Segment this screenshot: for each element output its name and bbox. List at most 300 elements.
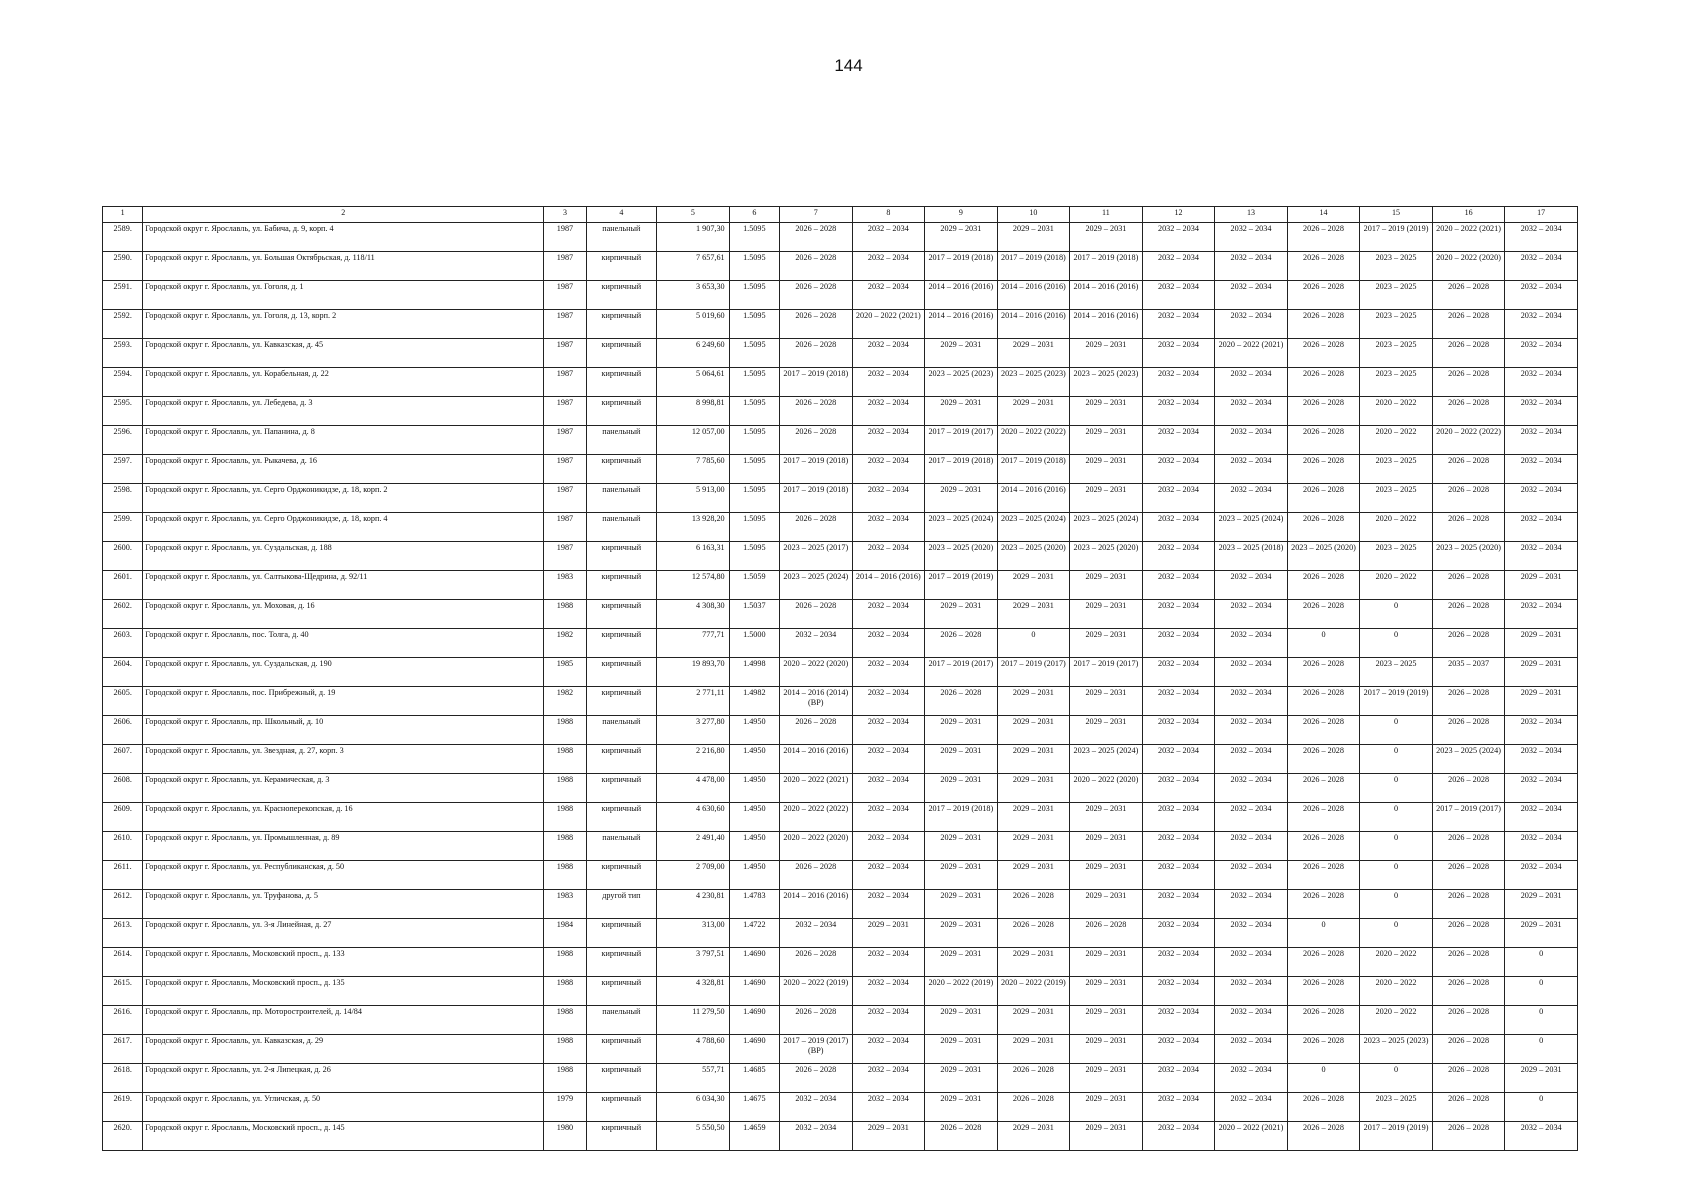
table-cell: 2017 – 2019 (2017) (ВР)	[780, 1035, 853, 1064]
table-cell: 2618.	[103, 1064, 143, 1093]
table-cell: 2612.	[103, 890, 143, 919]
table-cell: 2032 – 2034	[852, 542, 925, 571]
column-number-header: 17	[1505, 207, 1578, 223]
table-cell: 2023 – 2025	[1360, 542, 1433, 571]
table-cell: 1982	[544, 687, 586, 716]
column-number-header: 2	[143, 207, 544, 223]
table-cell: 4 230,81	[657, 890, 730, 919]
table-cell: 2032 – 2034	[852, 455, 925, 484]
table-cell: 2619.	[103, 1093, 143, 1122]
table-cell: 2026 – 2028	[1287, 977, 1360, 1006]
page-number: 144	[834, 56, 863, 75]
table-cell: 1.4950	[729, 745, 779, 774]
table-cell: кирпичный	[586, 803, 657, 832]
table-cell: 2032 – 2034	[780, 1093, 853, 1122]
table-cell: кирпичный	[586, 948, 657, 977]
table-cell: 2029 – 2031	[925, 861, 998, 890]
table-cell: Городской округ г. Ярославль, ул. Бабича, д. 9, корп. 4	[143, 223, 544, 252]
table-cell: 2020 – 2022 (2019)	[997, 977, 1070, 1006]
table-cell: 0	[1360, 803, 1433, 832]
table-cell: 2029 – 2031	[1070, 948, 1143, 977]
table-cell: 2029 – 2031	[1070, 1035, 1143, 1064]
table-cell: 1988	[544, 1064, 586, 1093]
table-cell: 2017 – 2019 (2018)	[925, 455, 998, 484]
table-cell: 2029 – 2031	[925, 1006, 998, 1035]
table-cell: 2029 – 2031	[925, 716, 998, 745]
table-cell: 2017 – 2019 (2018)	[780, 484, 853, 513]
table-cell: 2032 – 2034	[1142, 455, 1215, 484]
table-cell: 1.5037	[729, 600, 779, 629]
table-cell: 2589.	[103, 223, 143, 252]
table-cell: 2023 – 2025 (2024)	[1070, 745, 1143, 774]
table-cell: 2026 – 2028	[1287, 426, 1360, 455]
table-cell: кирпичный	[586, 368, 657, 397]
table-cell: 2026 – 2028	[1432, 687, 1505, 716]
table-row	[103, 1064, 1578, 1093]
table-cell: Городской округ г. Ярославль, пр. Школьный, д. 10	[143, 716, 544, 745]
table-cell: 2032 – 2034	[1505, 455, 1578, 484]
table-cell: 2026 – 2028	[1432, 890, 1505, 919]
table-cell: 2032 – 2034	[1142, 658, 1215, 687]
table-cell: 2026 – 2028	[1432, 513, 1505, 542]
table-cell: 1987	[544, 252, 586, 281]
table-cell: 2026 – 2028	[1287, 571, 1360, 600]
table-cell: 2032 – 2034	[1505, 513, 1578, 542]
column-number-header: 3	[544, 207, 586, 223]
table-cell: 2029 – 2031	[1070, 426, 1143, 455]
table-cell: 2029 – 2031	[925, 397, 998, 426]
table-cell: 2029 – 2031	[997, 745, 1070, 774]
table-cell: 5 064,61	[657, 368, 730, 397]
table-cell: 2014 – 2016 (2016)	[925, 281, 998, 310]
table-cell: 2023 – 2025 (2024)	[780, 571, 853, 600]
table-cell: 1.4690	[729, 1035, 779, 1064]
table-cell: 1987	[544, 513, 586, 542]
column-number-header: 13	[1215, 207, 1288, 223]
table-cell: 2032 – 2034	[780, 1122, 853, 1151]
table-cell: 2026 – 2028	[1287, 1122, 1360, 1151]
table-cell: Городской округ г. Ярославль, ул. Красноперекопская, д. 16	[143, 803, 544, 832]
table-cell: 2026 – 2028	[1432, 310, 1505, 339]
table-cell: 2026 – 2028	[1432, 1006, 1505, 1035]
table-cell: 2601.	[103, 571, 143, 600]
table-cell: 2017 – 2019 (2018)	[997, 252, 1070, 281]
table-cell: кирпичный	[586, 1093, 657, 1122]
table-cell: 2032 – 2034	[1142, 803, 1215, 832]
table-cell: 1.5095	[729, 397, 779, 426]
table-cell: 1980	[544, 1122, 586, 1151]
table-row	[103, 832, 1578, 861]
table-row	[103, 542, 1578, 571]
table-cell: кирпичный	[586, 1064, 657, 1093]
table-cell: 2029 – 2031	[925, 919, 998, 948]
table-cell: 2026 – 2028	[1287, 368, 1360, 397]
table-cell: 1.4685	[729, 1064, 779, 1093]
table-cell: 2032 – 2034	[852, 1064, 925, 1093]
table-cell: 1.4659	[729, 1122, 779, 1151]
table-cell: 2020 – 2022	[1360, 513, 1433, 542]
table-cell: кирпичный	[586, 339, 657, 368]
table-cell: 2029 – 2031	[925, 1035, 998, 1064]
table-row	[103, 223, 1578, 252]
table-cell: 2029 – 2031	[1070, 455, 1143, 484]
table-cell: 2029 – 2031	[997, 600, 1070, 629]
table-row	[103, 890, 1578, 919]
table-cell: 2023 – 2025 (2020)	[1432, 542, 1505, 571]
table-cell: 2032 – 2034	[1215, 1093, 1288, 1122]
table-cell: кирпичный	[586, 774, 657, 803]
table-cell: 2617.	[103, 1035, 143, 1064]
table-cell: 2029 – 2031	[997, 1035, 1070, 1064]
table-cell: 2029 – 2031	[1505, 658, 1578, 687]
table-cell: 2020 – 2022 (2019)	[925, 977, 998, 1006]
table-cell: 2023 – 2025 (2020)	[1070, 542, 1143, 571]
table-cell: кирпичный	[586, 397, 657, 426]
table-cell: 0	[997, 629, 1070, 658]
table-cell: 11 279,50	[657, 1006, 730, 1035]
table-cell: кирпичный	[586, 658, 657, 687]
table-cell: 1.5095	[729, 281, 779, 310]
table-cell: 0	[1360, 832, 1433, 861]
table-cell: 2032 – 2034	[1215, 803, 1288, 832]
table-row	[103, 513, 1578, 542]
table-cell: Городской округ г. Ярославль, ул. Суздальская, д. 188	[143, 542, 544, 571]
table-cell: 2032 – 2034	[1142, 600, 1215, 629]
table-cell: 2032 – 2034	[852, 223, 925, 252]
table-cell: 2029 – 2031	[852, 919, 925, 948]
table-cell: 2032 – 2034	[1142, 223, 1215, 252]
table-cell: 1.4722	[729, 919, 779, 948]
column-number-header: 11	[1070, 207, 1143, 223]
table-cell: 777,71	[657, 629, 730, 658]
table-cell: 2029 – 2031	[1070, 1093, 1143, 1122]
table-cell: 2029 – 2031	[1070, 571, 1143, 600]
table-cell: 2026 – 2028	[997, 890, 1070, 919]
table-cell: 2029 – 2031	[997, 571, 1070, 600]
table-cell: 1.4950	[729, 803, 779, 832]
table-row	[103, 745, 1578, 774]
table-cell: 2017 – 2019 (2018)	[1070, 252, 1143, 281]
table-cell: 2026 – 2028	[1287, 455, 1360, 484]
table-header-row	[103, 207, 1578, 223]
table-cell: 2032 – 2034	[1215, 281, 1288, 310]
table-cell: 2592.	[103, 310, 143, 339]
table-cell: 2029 – 2031	[997, 339, 1070, 368]
column-number-header: 4	[586, 207, 657, 223]
table-cell: 2032 – 2034	[852, 426, 925, 455]
column-number-header: 14	[1287, 207, 1360, 223]
table-cell: 2023 – 2025 (2024)	[1070, 513, 1143, 542]
table-cell: 0	[1360, 745, 1433, 774]
table-cell: 2607.	[103, 745, 143, 774]
table-cell: 2032 – 2034	[1215, 368, 1288, 397]
table-cell: 2032 – 2034	[852, 600, 925, 629]
table-cell: 2029 – 2031	[852, 1122, 925, 1151]
table-cell: 2029 – 2031	[925, 1093, 998, 1122]
table-cell: 1.4998	[729, 658, 779, 687]
table-cell: 2020 – 2022 (2020)	[1432, 252, 1505, 281]
table-cell: 2020 – 2022 (2022)	[1432, 426, 1505, 455]
table-cell: 2032 – 2034	[852, 339, 925, 368]
table-cell: 2026 – 2028	[1287, 658, 1360, 687]
table-row	[103, 281, 1578, 310]
table-body	[103, 223, 1578, 1151]
table-cell: 2026 – 2028	[1432, 832, 1505, 861]
table-cell: 2032 – 2034	[1505, 600, 1578, 629]
table-row	[103, 658, 1578, 687]
table-cell: 2597.	[103, 455, 143, 484]
table-cell: 2017 – 2019 (2018)	[925, 803, 998, 832]
table-cell: 2032 – 2034	[1215, 426, 1288, 455]
table-cell: 2032 – 2034	[1142, 977, 1215, 1006]
table-cell: 2026 – 2028	[997, 1064, 1070, 1093]
table-cell: 2026 – 2028	[1432, 716, 1505, 745]
table-cell: 2614.	[103, 948, 143, 977]
table-cell: 2026 – 2028	[1432, 948, 1505, 977]
table-cell: 2017 – 2019 (2018)	[997, 455, 1070, 484]
table-cell: кирпичный	[586, 1035, 657, 1064]
table-cell: 2020 – 2022 (2021)	[1215, 339, 1288, 368]
table-cell: 2029 – 2031	[1070, 600, 1143, 629]
table-cell: кирпичный	[586, 687, 657, 716]
table-cell: 2032 – 2034	[1215, 1064, 1288, 1093]
table-cell: 2032 – 2034	[852, 687, 925, 716]
table-cell: 1987	[544, 281, 586, 310]
table-cell: 2020 – 2022 (2022)	[780, 803, 853, 832]
table-cell: 1.5059	[729, 571, 779, 600]
table-cell: 1.4950	[729, 861, 779, 890]
table-cell: 2026 – 2028	[1070, 919, 1143, 948]
column-number-header: 16	[1432, 207, 1505, 223]
table-cell: 1988	[544, 861, 586, 890]
table-cell: 2032 – 2034	[1215, 455, 1288, 484]
table-cell: 2032 – 2034	[1505, 310, 1578, 339]
table-cell: 2029 – 2031	[925, 948, 998, 977]
table-cell: Городской округ г. Ярославль, ул. Суздальская, д. 190	[143, 658, 544, 687]
table-cell: 2608.	[103, 774, 143, 803]
table-cell: кирпичный	[586, 1122, 657, 1151]
table-cell: 2032 – 2034	[1142, 542, 1215, 571]
table-cell: Городской округ г. Ярославль, ул. Рыкачева, д. 16	[143, 455, 544, 484]
table-cell: 2032 – 2034	[1215, 310, 1288, 339]
table-cell: 2026 – 2028	[997, 919, 1070, 948]
table-cell: 0	[1287, 919, 1360, 948]
column-number-header: 12	[1142, 207, 1215, 223]
table-cell: 1983	[544, 571, 586, 600]
table-cell: 2615.	[103, 977, 143, 1006]
table-cell: 2032 – 2034	[1215, 890, 1288, 919]
table-cell: 1.5000	[729, 629, 779, 658]
table-cell: 2020 – 2022	[1360, 426, 1433, 455]
table-cell: 313,00	[657, 919, 730, 948]
table-cell: 2032 – 2034	[852, 977, 925, 1006]
table-cell: 1988	[544, 1006, 586, 1035]
table-cell: 2032 – 2034	[1142, 716, 1215, 745]
table-cell: 2032 – 2034	[1142, 687, 1215, 716]
table-cell: 2032 – 2034	[1215, 484, 1288, 513]
table-cell: 2023 – 2025 (2023)	[997, 368, 1070, 397]
table-cell: 2029 – 2031	[1070, 977, 1143, 1006]
table-cell: 2029 – 2031	[1070, 861, 1143, 890]
table-cell: кирпичный	[586, 542, 657, 571]
table-cell: 2029 – 2031	[1070, 1006, 1143, 1035]
table-cell: 2029 – 2031	[1070, 803, 1143, 832]
table-cell: Городской округ г. Ярославль, Московский просп., д. 133	[143, 948, 544, 977]
table-row	[103, 310, 1578, 339]
table-cell: 2023 – 2025	[1360, 1093, 1433, 1122]
table-cell: кирпичный	[586, 629, 657, 658]
table-cell: 2032 – 2034	[852, 252, 925, 281]
table-cell: 5 019,60	[657, 310, 730, 339]
table-cell: 2032 – 2034	[1142, 426, 1215, 455]
table-cell: панельный	[586, 1006, 657, 1035]
table-cell: 2032 – 2034	[1142, 1006, 1215, 1035]
table-cell: 1.4982	[729, 687, 779, 716]
table-cell: 1.4783	[729, 890, 779, 919]
table-cell: 2032 – 2034	[1142, 629, 1215, 658]
table-cell: 2032 – 2034	[1215, 397, 1288, 426]
table-cell: 2029 – 2031	[1505, 629, 1578, 658]
table-cell: Городской округ г. Ярославль, ул. Промышленная, д. 89	[143, 832, 544, 861]
table-cell: 4 630,60	[657, 803, 730, 832]
table-cell: 1.5095	[729, 426, 779, 455]
table-cell: 1.4690	[729, 1006, 779, 1035]
table-cell: 557,71	[657, 1064, 730, 1093]
table-cell: 0	[1505, 1093, 1578, 1122]
table-cell: 2014 – 2016 (2016)	[997, 281, 1070, 310]
table-cell: 2023 – 2025 (2024)	[997, 513, 1070, 542]
table-cell: 2611.	[103, 861, 143, 890]
table-cell: 2026 – 2028	[780, 948, 853, 977]
table-cell: 2029 – 2031	[1505, 1064, 1578, 1093]
table-cell: 2026 – 2028	[925, 687, 998, 716]
table-cell: 0	[1360, 774, 1433, 803]
table-cell: Городской округ г. Ярославль, ул. Угличская, д. 50	[143, 1093, 544, 1122]
table-cell: Городской округ г. Ярославль, ул. Звездная, д. 27, корп. 3	[143, 745, 544, 774]
table-cell: 2029 – 2031	[997, 223, 1070, 252]
table-cell: 2029 – 2031	[997, 687, 1070, 716]
table-cell: 2026 – 2028	[1287, 803, 1360, 832]
table-cell: 2035 – 2037	[1432, 658, 1505, 687]
table-cell: 2023 – 2025 (2024)	[1215, 513, 1288, 542]
table-cell: Городской округ г. Ярославль, Московский просп., д. 145	[143, 1122, 544, 1151]
table-cell: 1985	[544, 658, 586, 687]
table-cell: 2026 – 2028	[1432, 861, 1505, 890]
table-cell: Городской округ г. Ярославль, ул. Папанина, д. 8	[143, 426, 544, 455]
table-cell: 1988	[544, 948, 586, 977]
table-cell: Городской округ г. Ярославль, ул. Корабельная, д. 22	[143, 368, 544, 397]
table-cell: 2032 – 2034	[1215, 861, 1288, 890]
table-row	[103, 977, 1578, 1006]
table-row	[103, 426, 1578, 455]
table-cell: кирпичный	[586, 977, 657, 1006]
table-cell: 2020 – 2022 (2021)	[1432, 223, 1505, 252]
table-cell: 5 550,50	[657, 1122, 730, 1151]
table-cell: другой тип	[586, 890, 657, 919]
table-cell: 2032 – 2034	[780, 919, 853, 948]
table-row	[103, 368, 1578, 397]
table-cell: 1982	[544, 629, 586, 658]
table-cell: 4 478,00	[657, 774, 730, 803]
table-cell: 1987	[544, 339, 586, 368]
table-cell: 2029 – 2031	[997, 1122, 1070, 1151]
table-cell: 2032 – 2034	[1505, 745, 1578, 774]
table-cell: 1.5095	[729, 542, 779, 571]
table-row	[103, 1006, 1578, 1035]
table-cell: 2032 – 2034	[1505, 803, 1578, 832]
table-cell: кирпичный	[586, 281, 657, 310]
table-row	[103, 919, 1578, 948]
table-cell: 3 277,80	[657, 716, 730, 745]
table-cell: 2017 – 2019 (2019)	[1360, 223, 1433, 252]
table-row	[103, 629, 1578, 658]
table-cell: 2020 – 2022 (2020)	[780, 832, 853, 861]
column-number-header: 15	[1360, 207, 1433, 223]
table-cell: 2032 – 2034	[852, 281, 925, 310]
table-row	[103, 1122, 1578, 1151]
table-cell: 2032 – 2034	[1505, 368, 1578, 397]
table-cell: 2032 – 2034	[852, 890, 925, 919]
table-cell: 2029 – 2031	[1505, 890, 1578, 919]
table-cell: Городской округ г. Ярославль, ул. Республиканская, д. 50	[143, 861, 544, 890]
table-cell: 2026 – 2028	[780, 1006, 853, 1035]
table-cell: 2032 – 2034	[1142, 948, 1215, 977]
table-row	[103, 687, 1578, 716]
table-cell: 2026 – 2028	[1432, 1122, 1505, 1151]
table-cell: 2032 – 2034	[1215, 629, 1288, 658]
table-cell: 2032 – 2034	[1215, 774, 1288, 803]
table-cell: Городской округ г. Ярославль, ул. 2-я Липецкая, д. 26	[143, 1064, 544, 1093]
table-cell: 2032 – 2034	[1215, 716, 1288, 745]
table-cell: 1987	[544, 455, 586, 484]
table-cell: 2032 – 2034	[1142, 513, 1215, 542]
table-cell: 2026 – 2028	[1432, 339, 1505, 368]
table-cell: 2029 – 2031	[997, 832, 1070, 861]
table-cell: 2032 – 2034	[852, 513, 925, 542]
table-cell: 2029 – 2031	[925, 890, 998, 919]
table-cell: 2023 – 2025 (2024)	[1432, 745, 1505, 774]
table-cell: 2029 – 2031	[1505, 687, 1578, 716]
table-cell: 1979	[544, 1093, 586, 1122]
table-cell: 2023 – 2025 (2020)	[1287, 542, 1360, 571]
table-cell: 2020 – 2022 (2020)	[1070, 774, 1143, 803]
column-number-header: 1	[103, 207, 143, 223]
table-cell: 1984	[544, 919, 586, 948]
table-cell: 2032 – 2034	[1142, 1064, 1215, 1093]
table-row	[103, 397, 1578, 426]
table-cell: Городской округ г. Ярославль, ул. Серго Орджоникидзе, д. 18, корп. 4	[143, 513, 544, 542]
column-number-header: 9	[925, 207, 998, 223]
table-cell: 2595.	[103, 397, 143, 426]
table-cell: 2032 – 2034	[852, 629, 925, 658]
table-cell: Городской округ г. Ярославль, ул. Большая Октябрьская, д. 118/11	[143, 252, 544, 281]
table-cell: 2017 – 2019 (2017)	[997, 658, 1070, 687]
table-cell: 2014 – 2016 (2016)	[780, 745, 853, 774]
column-number-header: 5	[657, 207, 730, 223]
column-number-header: 6	[729, 207, 779, 223]
table-cell: 2026 – 2028	[1287, 339, 1360, 368]
table-cell: 2032 – 2034	[1215, 745, 1288, 774]
table-cell: 2026 – 2028	[1287, 1035, 1360, 1064]
table-cell: 2 771,11	[657, 687, 730, 716]
table-cell: 2609.	[103, 803, 143, 832]
table-cell: 8 998,81	[657, 397, 730, 426]
table-cell: 2032 – 2034	[1215, 1035, 1288, 1064]
table-cell: 2032 – 2034	[852, 745, 925, 774]
table-cell: 2032 – 2034	[1505, 339, 1578, 368]
table-cell: 2023 – 2025	[1360, 339, 1433, 368]
table-cell: 2032 – 2034	[1505, 1122, 1578, 1151]
